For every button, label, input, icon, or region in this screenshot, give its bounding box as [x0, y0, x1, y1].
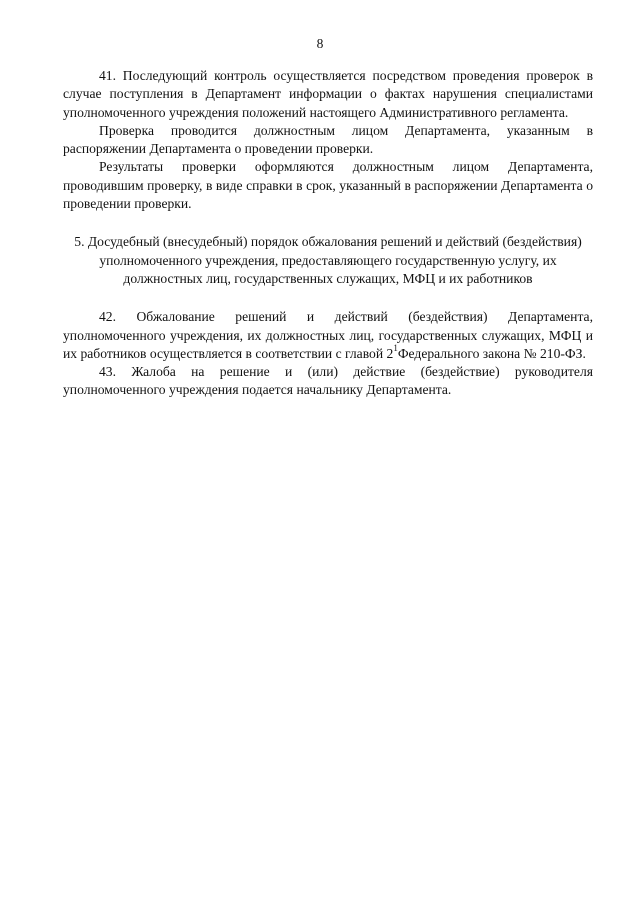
document-body: [63, 67, 593, 400]
spacer: [63, 213, 593, 233]
section-heading: 5. Досудебный (внесудебный) порядок обжалования решений и действий (бездействия) уполномоченного учреждения, предоставляющего государственную услугу, их должностных лиц, государственных служащих, МФЦ и их работников: [74, 234, 582, 286]
paragraph-inspection: Проверка проводится должностным лицом Департамента, указанным в распоряжении Департамента о проведении проверки.: [63, 122, 593, 157]
page-number: 8: [316, 36, 324, 51]
paragraph-42-text: 42. Обжалование решений и действий (бездействия) Департамента, уполномоченного учреждения, их должностных лиц, государственных служащих, МФЦ и их работников осуществляется в соответствии с главой 2: [63, 309, 593, 361]
paragraph-42-superscript: 1: [393, 343, 398, 354]
paragraph-43: 43. Жалоба на решение и (или) действие (бездействие) руководителя уполномоченного учреждения подается начальнику Департамента.: [63, 364, 593, 398]
paragraph-42-text-end: Федерального закона № 210-ФЗ.: [397, 345, 586, 361]
spacer: [63, 288, 593, 308]
paragraph-42: [63, 308, 593, 363]
paragraph-41: 41. Последующий контроль осуществляется посредством проведения проверок в случае поступления в Департамент информации о фактах нарушения специалистами уполномоченного учреждения положений настоящего Административного регламента.: [63, 68, 593, 120]
paragraph-results: Результаты проверки оформляются должностным лицом Департамента, проводившим проверку, в виде справки в срок, указанный в распоряжении Департамента о проведении проверки.: [63, 159, 593, 212]
